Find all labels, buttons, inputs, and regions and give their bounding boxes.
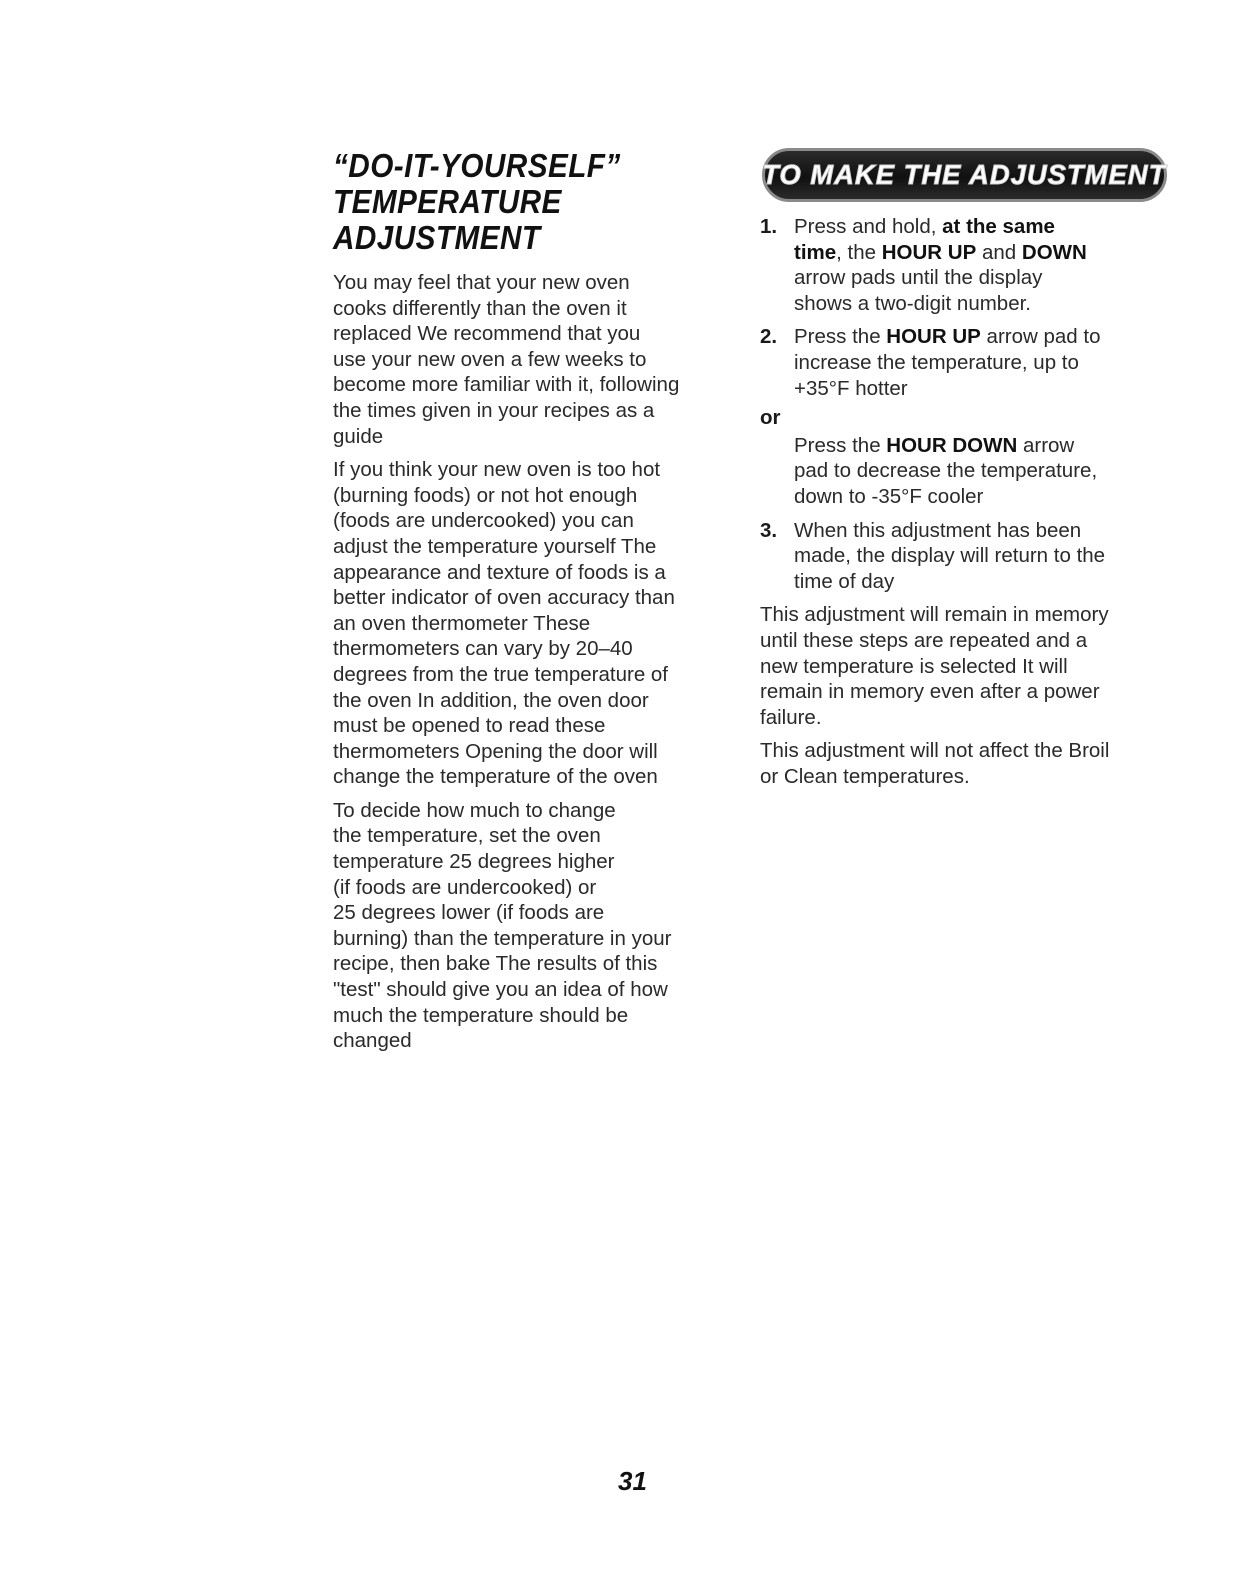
text-line: This adjustment will remain in memory — [760, 603, 1109, 627]
text-line: shows a two-digit number. — [794, 291, 1032, 315]
text-line: This adjustment will not affect the Broil — [760, 739, 1110, 763]
text-line: degrees from the true temperature of — [333, 662, 669, 686]
heading-line-3: ADJUSTMENT — [333, 219, 541, 256]
left-column — [333, 148, 743, 1062]
step-2-alternative — [760, 433, 1170, 510]
text-line: burning) than the temperature in your — [333, 926, 672, 950]
text-line: thermometers Opening the door will — [333, 739, 658, 763]
step-number: 1. — [760, 215, 778, 238]
right-column — [760, 148, 1170, 797]
step-3 — [760, 518, 1170, 595]
intro-paragraph — [333, 270, 743, 449]
bold-text: HOUR UP — [886, 325, 981, 349]
text-run: arrow — [1017, 433, 1075, 457]
text-run: Press the — [794, 433, 887, 457]
step-number: 2. — [760, 325, 778, 349]
text-line: better indicator of oven accuracy than — [333, 586, 675, 610]
text-line: the oven In addition, the oven door — [333, 688, 649, 712]
step-2 — [760, 324, 1170, 401]
heading-line-2: TEMPERATURE — [333, 183, 562, 220]
text-line: arrow pads until the display — [794, 266, 1043, 290]
text-line: increase the temperature, up to — [794, 350, 1079, 374]
text-line: down to -35°F cooler — [794, 484, 984, 508]
bold-text: time — [794, 240, 837, 264]
page-number: 31 — [618, 1466, 647, 1496]
banner-title: TO MAKE THE ADJUSTMENT — [762, 159, 1167, 190]
text-line: guide — [333, 424, 384, 448]
text-line: an oven thermometer These — [333, 611, 591, 635]
text-line: 25 degrees lower (if foods are — [333, 901, 605, 925]
text-line: +35°F hotter — [794, 376, 908, 400]
bold-text: DOWN — [1021, 240, 1087, 264]
text-line: If you think your new oven is too hot — [333, 458, 661, 482]
text-line: To decide how much to change — [333, 798, 616, 822]
text-line — [794, 324, 1170, 350]
bold-text: at the same — [942, 215, 1055, 238]
bold-text: HOUR DOWN — [886, 433, 1018, 457]
text-line: until these steps are repeated and a — [760, 628, 1088, 652]
step-1 — [760, 214, 1170, 316]
text-line: must be opened to read these — [333, 714, 606, 738]
text-line: cooks differently than the oven it — [333, 296, 627, 320]
text-run: and — [976, 240, 1022, 264]
text-line: You may feel that your new oven — [333, 271, 630, 294]
text-run: arrow pad to — [980, 325, 1101, 349]
text-line: changed — [333, 1029, 412, 1053]
text-line: the times given in your recipes as a — [333, 398, 655, 422]
test-paragraph — [333, 798, 743, 1054]
text-line: new temperature is selected It will — [760, 654, 1068, 678]
text-line: thermometers can vary by 20–40 — [333, 637, 633, 661]
text-line: change the temperature of the oven — [333, 765, 658, 789]
text-run: , the — [836, 240, 882, 264]
broil-clean-paragraph — [760, 738, 1170, 789]
text-line: use your new oven a few weeks to — [333, 347, 647, 371]
text-line — [794, 240, 1170, 266]
text-line: become more familiar with it, following — [333, 373, 680, 397]
text-line: temperature 25 degrees higher — [333, 850, 615, 874]
or-separator: or — [760, 406, 781, 430]
text-run: Press and hold, — [794, 215, 943, 238]
text-line: recipe, then bake The results of this — [333, 952, 658, 976]
text-line: When this adjustment has been — [794, 518, 1082, 542]
text-line: failure. — [760, 705, 822, 729]
text-line: much the temperature should be — [333, 1003, 629, 1027]
text-line: time of day — [794, 569, 895, 593]
text-line — [794, 214, 1170, 240]
text-line: (if foods are undercooked) or — [333, 875, 597, 899]
text-line — [794, 433, 1170, 459]
bold-text: HOUR UP — [881, 240, 977, 264]
text-line: "test" should give you an idea of how — [333, 978, 668, 1002]
text-line: pad to decrease the temperature, — [794, 459, 1098, 483]
text-line: the temperature, set the oven — [333, 824, 601, 848]
text-line: appearance and texture of foods is a — [333, 560, 666, 584]
text-line: (foods are undercooked) you can — [333, 509, 634, 533]
text-line: adjust the temperature yourself The — [333, 534, 657, 558]
text-line: remain in memory even after a power — [760, 680, 1100, 704]
text-run: Press the — [794, 325, 887, 349]
explanation-paragraph — [333, 457, 743, 790]
section-banner — [762, 148, 1167, 202]
text-line: replaced We recommend that you — [333, 322, 641, 346]
section-heading — [333, 148, 702, 256]
text-line: made, the display will return to the — [794, 544, 1106, 568]
text-line: or Clean temperatures. — [760, 764, 970, 788]
text-line: (burning foods) or not hot enough — [333, 483, 638, 507]
heading-line-1: “DO-IT-YOURSELF” — [333, 147, 621, 184]
step-number: 3. — [760, 518, 778, 542]
memory-paragraph — [760, 602, 1170, 730]
